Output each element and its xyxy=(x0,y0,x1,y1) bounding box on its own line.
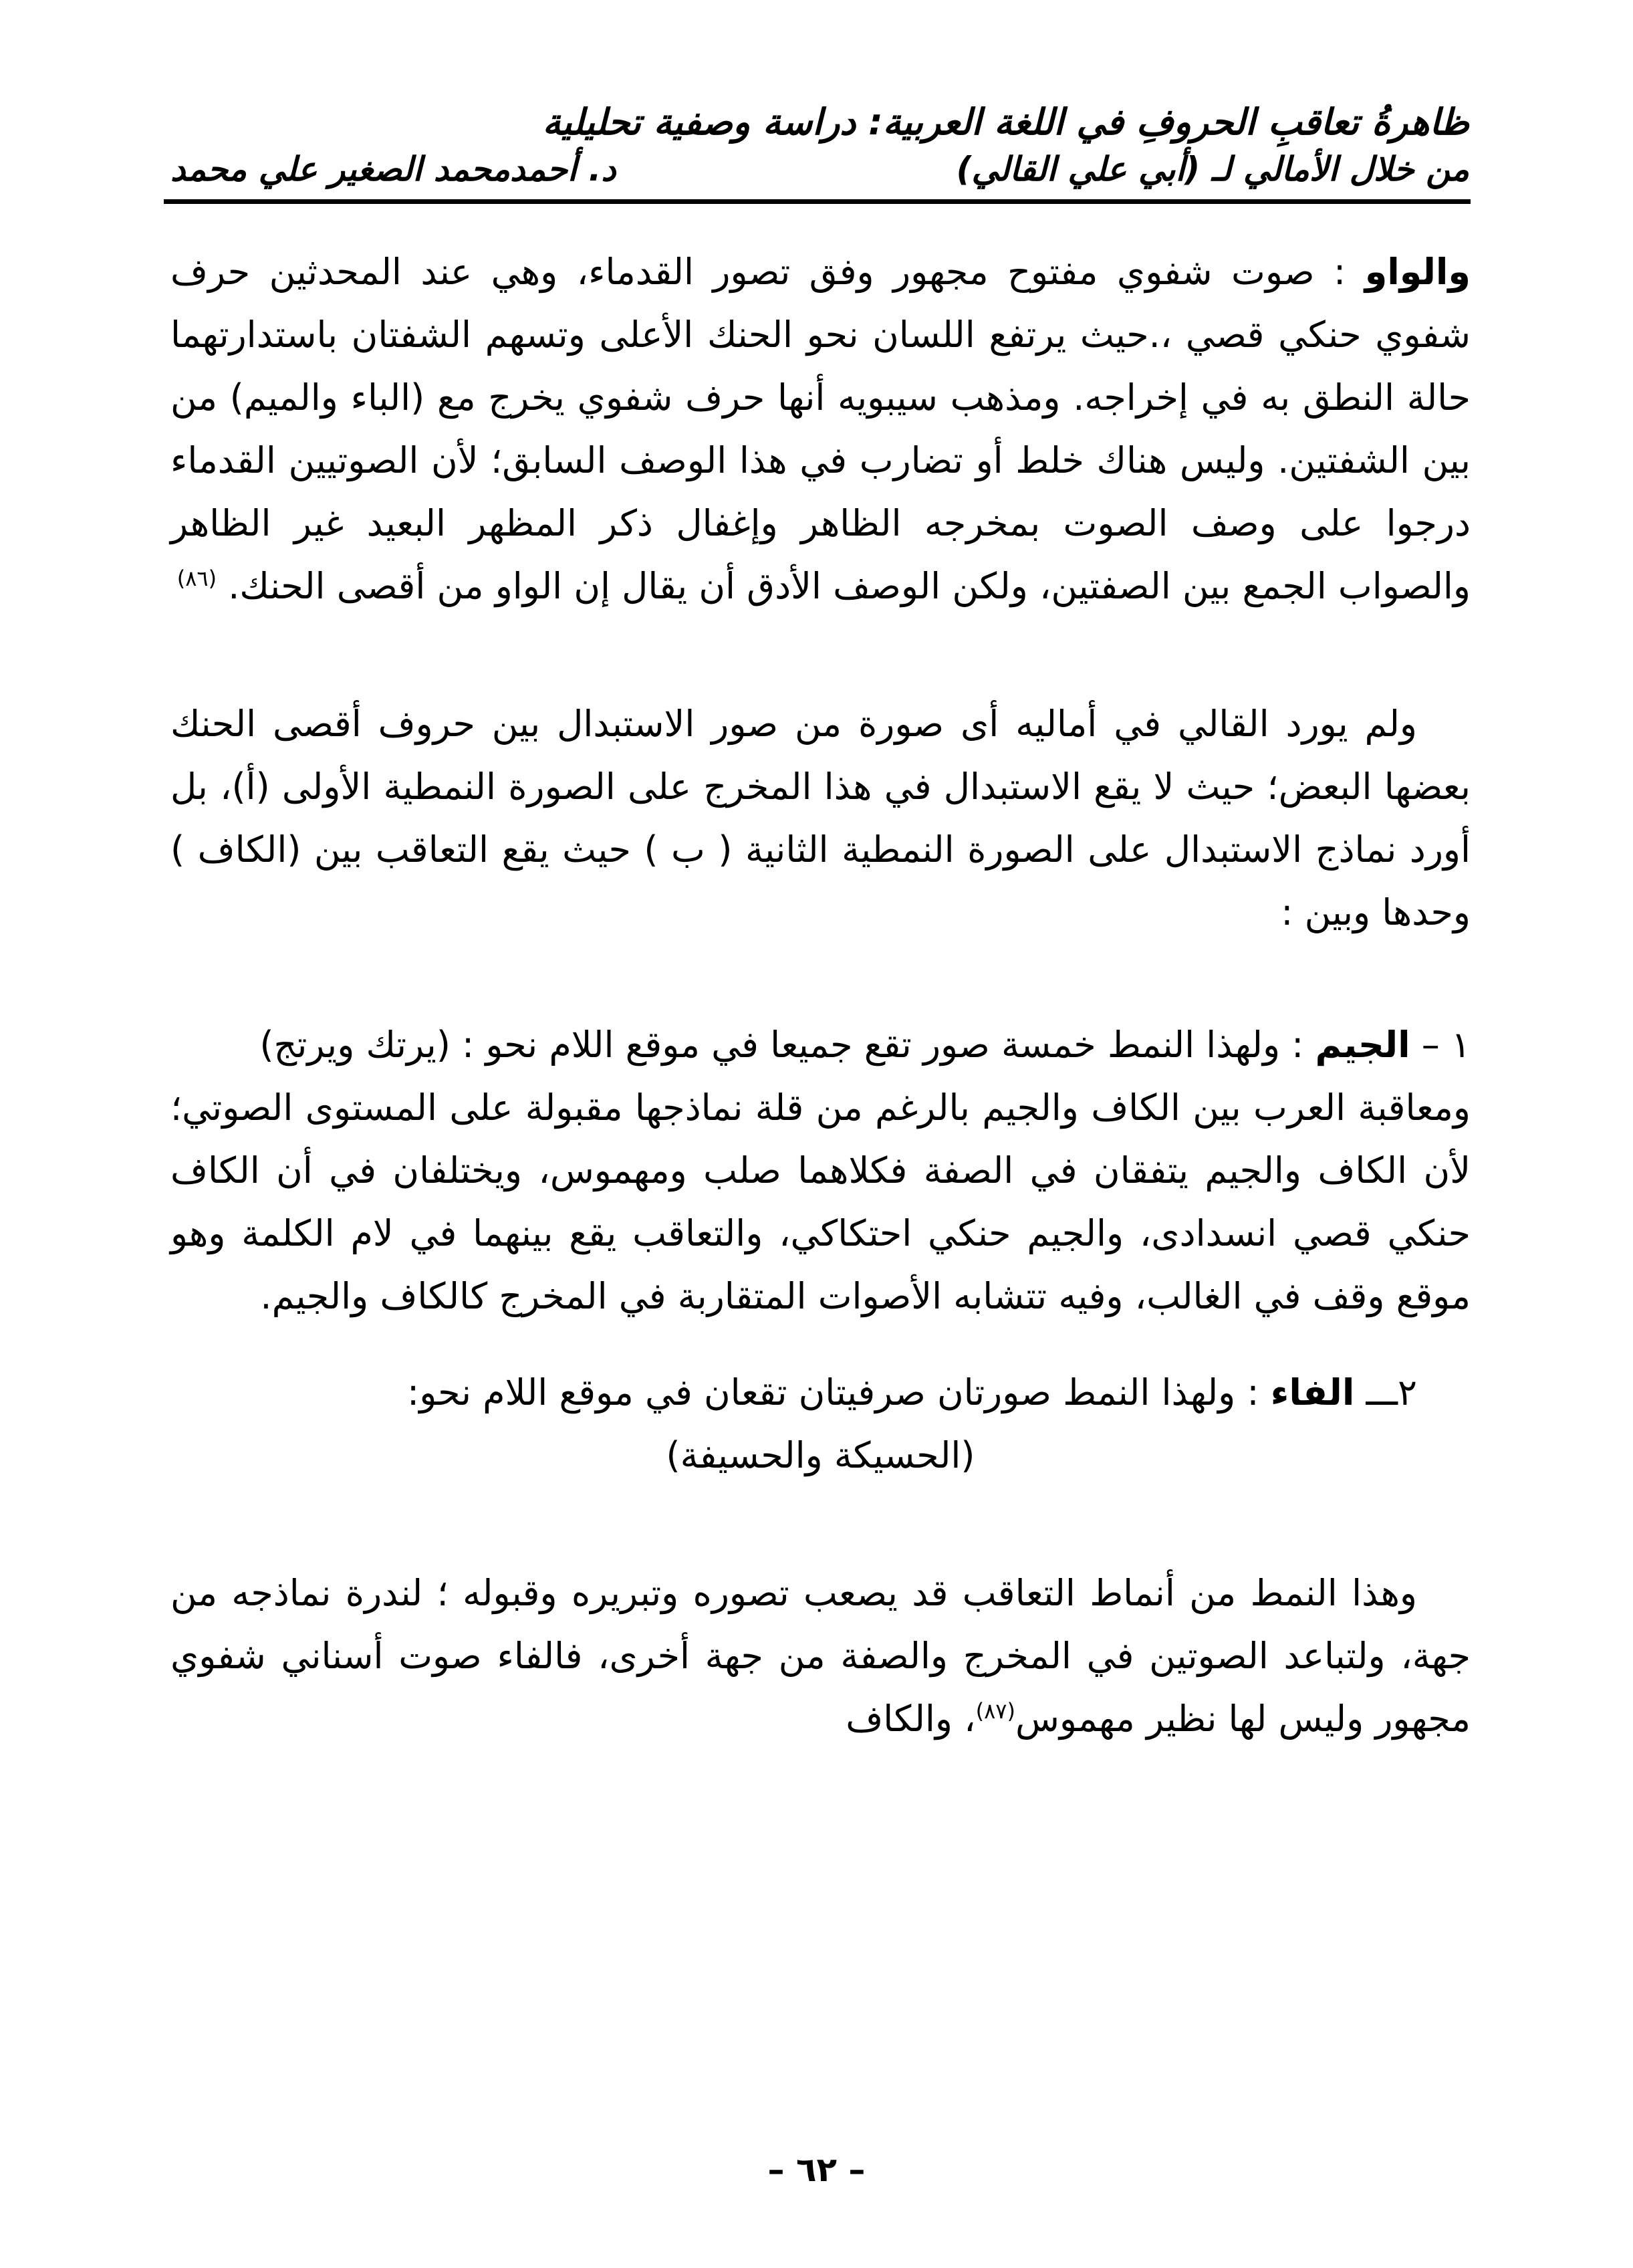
paragraph-spacer xyxy=(170,1487,1471,1562)
term-jeem: الجيم xyxy=(1315,1024,1410,1066)
paragraph-text: وهذا النمط من أنماط التعاقب قد يصعب تصوره وتبريره وقبوله ؛ لندرة نماذجه من جهة، ولتباعد الصوتين في المخرج والصفة من جهة أخرى، فالفاء صوت أسناني شفوي مجهور وليس لها نظير مهموس xyxy=(170,1572,1471,1740)
running-header-subtitle: من خلال الأمالي لـ (أبي علي القالي) xyxy=(956,150,1469,189)
paragraph-faa xyxy=(170,1361,1471,1424)
body-text xyxy=(170,241,1471,1750)
footnote-ref-87: (٨٧) xyxy=(975,1698,1015,1724)
paragraph-spacer xyxy=(170,618,1471,693)
running-header-author: د. أحمدمحمد الصغير علي محمد xyxy=(170,150,616,189)
term-waw: والواو xyxy=(1364,251,1471,293)
paragraph-text: : ولهذا النمط صورتان صرفيتان تقعان في موقع اللام نحو: xyxy=(407,1371,1271,1413)
paragraph-text-end: ، والكاف xyxy=(846,1698,976,1740)
term-faa: الفاء xyxy=(1270,1371,1355,1413)
paragraph-nadra xyxy=(170,1562,1471,1750)
paragraph-jeem xyxy=(170,1014,1471,1076)
paragraph-istibdal: ولم يورد القالي في أماليه أى صورة من صور الاستبدال بين حروف أقصى الحنك بعضها البعض؛ حيث لا يقع الاستبدال في هذا المخرج على الصورة النمطية الأولى (أ)، بل أورد نماذج الاستبدال على الصورة النمطية الثانية ( ب ) حيث يقع التعاقب بين (الكاف ) وحدها وبين : xyxy=(170,703,1471,933)
footnote-ref-86: (٨٦) xyxy=(176,566,217,591)
header-rule xyxy=(164,199,1471,204)
paragraph-spacer xyxy=(170,944,1471,1014)
paragraph-kaf-jeem: ومعاقبة العرب بين الكاف والجيم بالرغم من قلة نماذجها مقبولة على المستوى الصوتي؛ لأن الكاف والجيم يتفقان في الصفة فكلاهما صلب ومهموس، ويختلفان في أن الكاف حنكي قصي انسدادى، والجيم حنكي احتكاكي، والتعاقب يقع بينهما في لام الكلمة وهو موقع وقف في الغالب، وفيه تتشابه الأصوات المتقاربة في المخرج كالكاف والجيم. xyxy=(170,1087,1471,1317)
running-header-title: ظاهرةُ تعاقبِ الحروفِ في اللغة العربية: دراسة وصفية تحليلية xyxy=(542,101,1469,143)
paragraph-spacer xyxy=(170,1328,1471,1361)
paragraph-text: : صوت شفوي مفتوح مجهور وفق تصور القدماء، وهي عند المحدثين حرف شفوي حنكي قصي ،.حيث يرتفع اللسان نحو الحنك الأعلى وتسهم الشفتان باستدارتهما حالة النطق به في إخراجه. ومذهب سيبويه أنها حرف شفوي يخرج مع (الباء والميم) من بين الشفتين. وليس هناك خلط أو تضارب في هذا الوصف السابق؛ لأن الصوتيين القدماء درجوا على وصف الصوت بمخرجه الظاهر وإغفال ذكر المظهر البعيد غير الظاهر والصواب الجمع بين الصفتين، ولكن الوصف الأدق أن يقال إن الواو من أقصى الحنك. xyxy=(170,251,1471,607)
item-number: ٢ـــ xyxy=(1354,1371,1417,1413)
example-hasika: (الحسيكة والحسيفة) xyxy=(666,1434,975,1476)
paragraph-text: : ولهذا النمط خمسة صور تقع جميعا في موقع اللام نحو : (يرتك ويرتج) xyxy=(259,1024,1315,1066)
paragraph-waw xyxy=(170,241,1471,618)
item-number: ١ – xyxy=(1410,1024,1471,1066)
page-number: – ٦٢ – xyxy=(767,2150,866,2189)
